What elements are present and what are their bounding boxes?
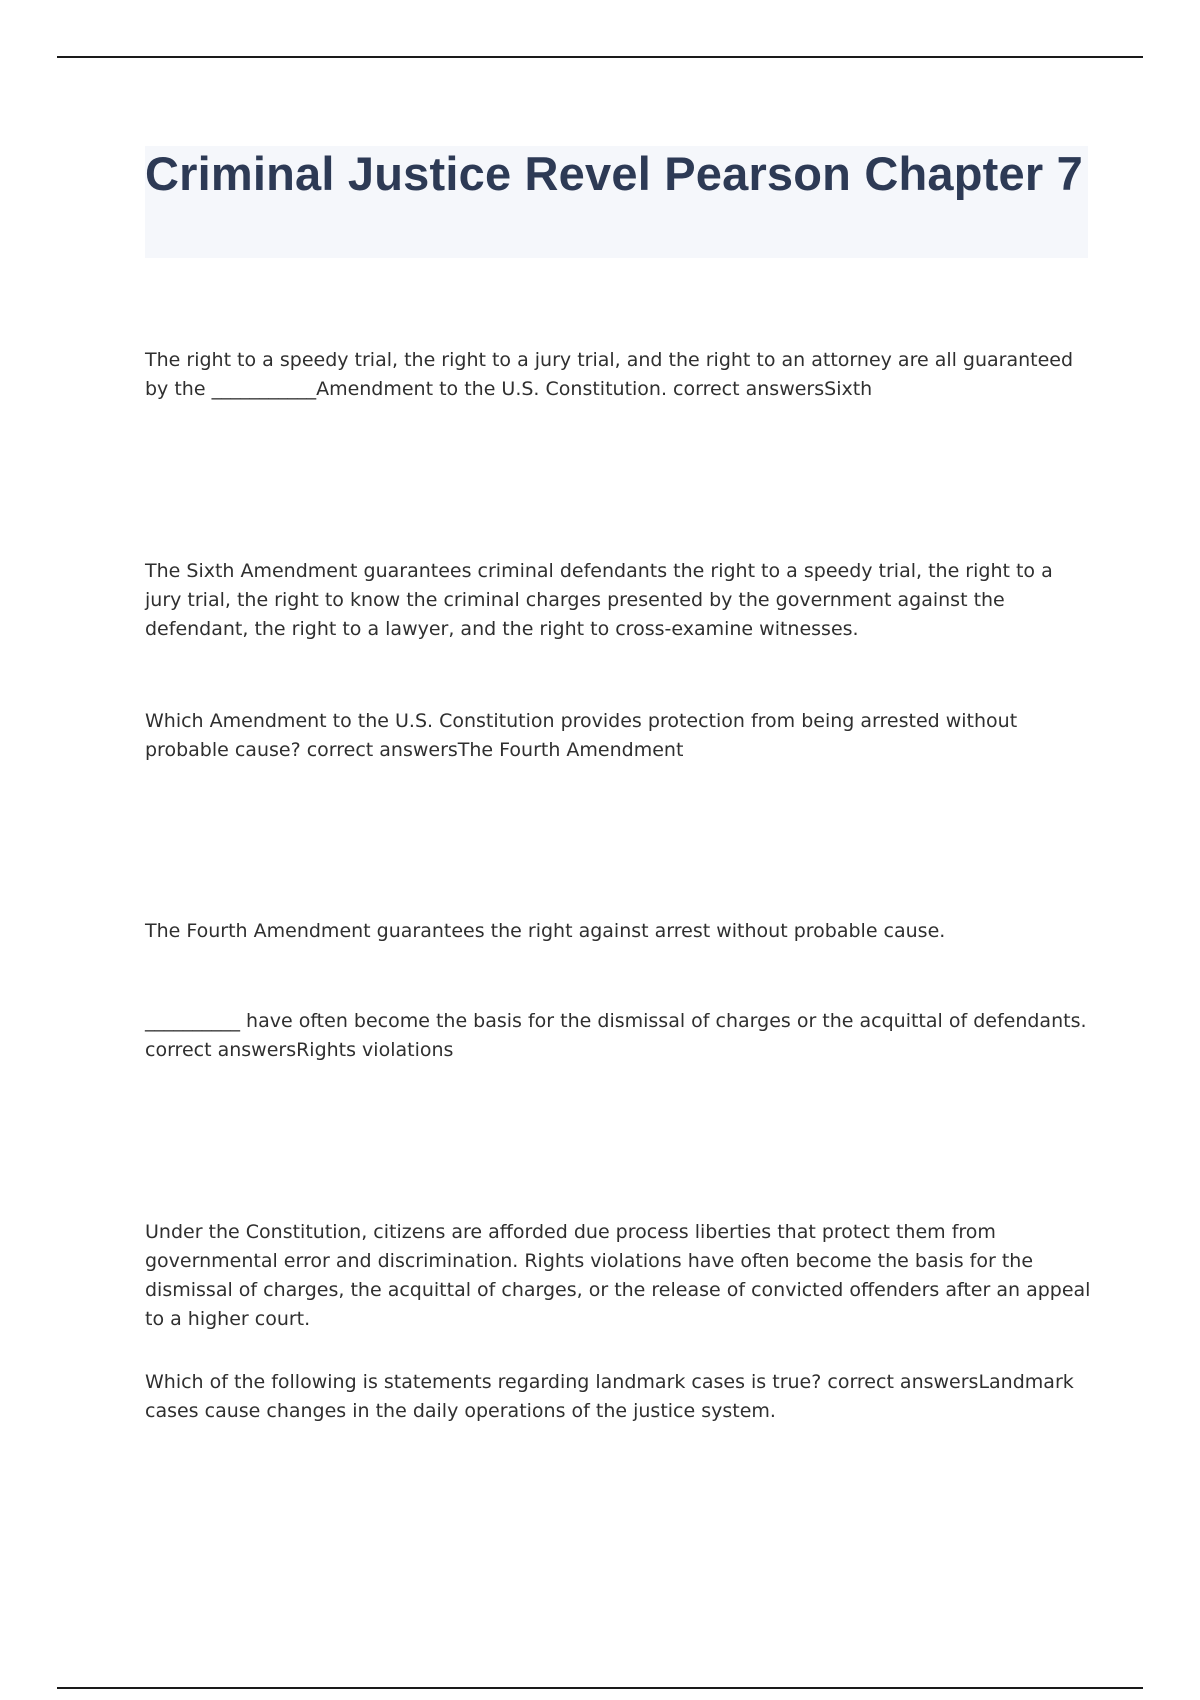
footer-rule bbox=[57, 1687, 1143, 1689]
document-title: Criminal Justice Revel Pearson Chapter 7 bbox=[145, 147, 1083, 200]
question-paragraph: Which Amendment to the U.S. Constitution provides protection from being arrested without probable cause? correct answersThe Fourth Amendment bbox=[145, 710, 1018, 761]
explanation-paragraph: Under the Constitution, citizens are afforded due process liberties that protect them from governmental error and discrimination. Rights violations have often become the basis for the dismissal of charges, the acquittal of charges, or the release of convicted offenders after an appeal to a higher court. bbox=[145, 1221, 1091, 1330]
header-rule bbox=[57, 56, 1143, 58]
explanation-paragraph: The Sixth Amendment guarantees criminal defendants the right to a speedy trial, the right to a jury trial, the right to know the criminal charges presented by the government against the defendant, the right to a lawyer, and the right to cross-examine witnesses. bbox=[145, 560, 1053, 640]
question-paragraph: The right to a speedy trial, the right to a jury trial, and the right to an attorney are all guaranteed by the ___________Amendment to the U.S. Constitution. correct answersSixth bbox=[145, 349, 1074, 400]
title-block bbox=[145, 146, 1088, 258]
question-paragraph: Which of the following is statements regarding landmark cases is true? correct answersLandmark cases cause changes in the daily operations of the justice system. bbox=[145, 1371, 1074, 1422]
explanation-paragraph: The Fourth Amendment guarantees the right against arrest without probable cause. bbox=[145, 920, 946, 942]
question-paragraph: __________ have often become the basis for the dismissal of charges or the acquittal of defendants. correct answersRights violations bbox=[145, 1010, 1087, 1061]
